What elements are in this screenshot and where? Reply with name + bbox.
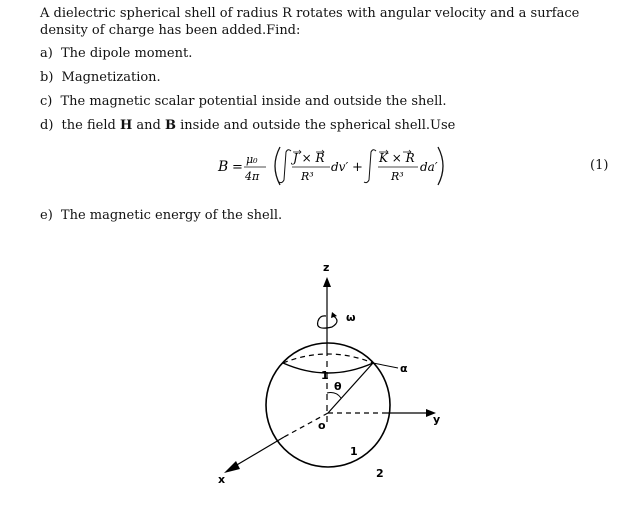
label-one-b: 1: [350, 445, 358, 458]
label-z: z: [323, 261, 330, 274]
eq-num1: J × R: [293, 151, 325, 165]
item-a: [40, 45, 192, 62]
item-d-label: d): [40, 118, 54, 133]
item-c-label: c): [40, 94, 53, 109]
eq-num2: K × R: [379, 151, 415, 165]
label-origin: o: [318, 419, 326, 432]
label-alpha: α: [400, 362, 408, 375]
label-two: 2: [376, 467, 384, 480]
label-x: x: [218, 473, 226, 486]
eq-mu0: μ₀: [246, 153, 258, 166]
label-y: y: [433, 413, 441, 426]
item-c-text: The magnetic scalar potential inside and outside the shell.: [60, 94, 447, 109]
item-a-text: The dipole moment.: [60, 46, 193, 61]
biot-savart-equation: [200, 142, 470, 190]
theta-arc: [327, 393, 341, 398]
eq-den1: R³: [301, 170, 314, 183]
item-d-and: and: [136, 118, 161, 133]
item-a-label: a): [40, 46, 53, 61]
eq-den2: R³: [391, 170, 404, 183]
eq-plus: +: [352, 160, 363, 175]
z-axis-arrowhead: [323, 277, 331, 287]
item-b-label: b): [40, 70, 54, 85]
item-d-B: B: [165, 118, 176, 133]
x-axis-arrowhead: [224, 461, 240, 473]
eq-integral-1: [279, 150, 291, 183]
item-d-post: inside and outside the spherical shell.Use: [180, 118, 456, 133]
eq-right-paren: [438, 147, 443, 185]
label-one-a: 1: [321, 369, 329, 382]
item-e-label: e): [40, 208, 53, 223]
item-d: [40, 117, 455, 134]
equation-number: (1): [590, 158, 609, 173]
sphere-figure: [200, 255, 460, 500]
item-e: [40, 207, 282, 224]
item-d-pre: the field: [61, 118, 116, 133]
item-b: [40, 69, 161, 86]
eq-integral-2: [364, 150, 376, 183]
eq-da: da′: [420, 160, 438, 174]
label-omega: ω: [346, 311, 356, 324]
item-b-text: Magnetization.: [61, 70, 161, 85]
label-theta: θ: [334, 380, 342, 393]
item-e-text: The magnetic energy of the shell.: [60, 208, 283, 223]
item-c: [40, 93, 447, 110]
eq-equals: =: [232, 160, 243, 175]
eq-dv: dv′: [331, 160, 349, 174]
sphere-outline: [266, 343, 390, 467]
eq-4pi: 4π: [245, 170, 260, 183]
item-d-H: H: [119, 118, 133, 133]
x-axis-line: [230, 437, 284, 469]
eq-lhs: B: [218, 159, 229, 175]
problem-intro: A dielectric spherical shell of radius R rotates with angular velocity and a surface density of charge has been added.Find:: [40, 6, 580, 38]
cap-ring-back: [283, 354, 373, 363]
eq-left-paren: [275, 147, 280, 185]
